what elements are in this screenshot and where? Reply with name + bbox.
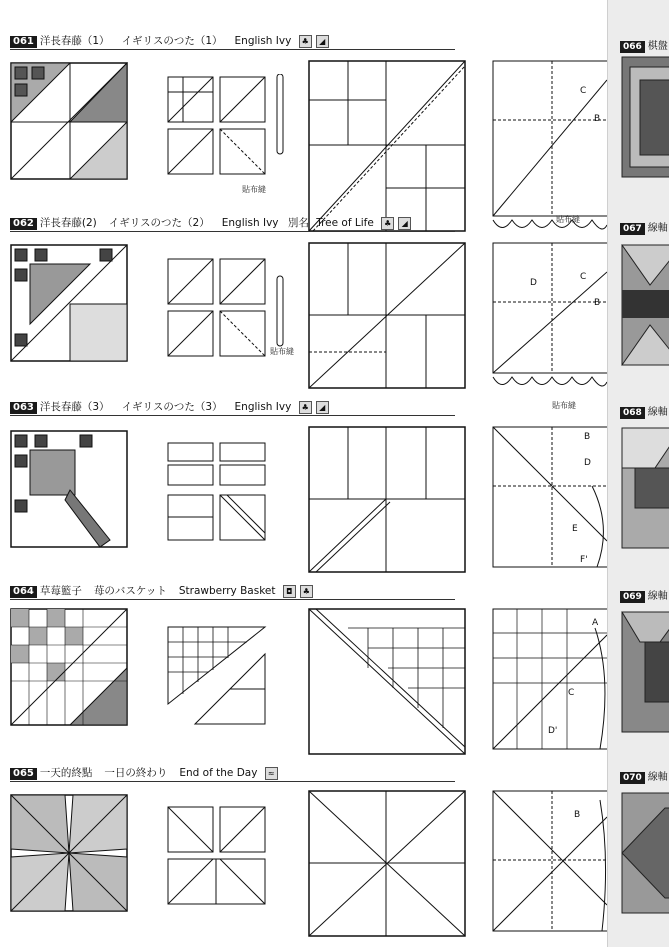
piece-letter: C [580,272,587,282]
bird-icon: ◢ [316,401,329,414]
side-num: 066 [620,41,645,53]
pattern-name-jp: イギリスのつた（2） [108,217,210,229]
pattern-name-cn: 一天的終點 [39,767,93,779]
piece-letter: D [584,458,591,468]
side-header-067 [620,219,668,235]
pattern-name-cn: 洋長春藤(2) [39,217,97,229]
side-block-069 [620,607,669,737]
sew-label: 貼布縫 [270,347,294,356]
construction-diagram [308,242,468,392]
side-num: 069 [620,591,645,603]
piece-letter: D' [548,726,558,736]
side-block-070 [620,788,669,918]
pieces-diagram [165,624,290,734]
cup-icon: ◘ [283,585,296,598]
pieces-diagram [165,74,290,184]
side-header-066 [620,37,668,53]
piece-letter: F' [580,555,588,565]
piece-letter: C [568,688,575,698]
pattern-name-en: English Ivy [234,35,292,47]
side-label: 線軸 [647,772,668,783]
pattern-name-en: English Ivy [234,401,292,413]
construction-diagram [308,60,468,234]
sew-label: 貼布縫 [552,401,576,410]
pieces-diagram [165,804,290,914]
sew-label: 貼布縫 [556,215,580,224]
side-header-068 [620,403,668,419]
block-diagram [10,608,128,726]
row-header [10,766,455,782]
block-diagram [10,430,128,548]
pattern-number: 065 [10,768,37,780]
side-label: 棋盤 [647,41,668,52]
pattern-name-en: Strawberry Basket [178,585,276,597]
side-block-067 [620,240,669,370]
construction-diagram [308,608,468,758]
side-num: 067 [620,223,645,235]
piece-letter: E [572,524,578,534]
alt-label: 別名 [287,217,309,229]
pattern-name-jp: イギリスのつた（3） [121,401,223,413]
template-diagram [492,60,607,240]
template-diagram [492,242,607,402]
side-block-068 [620,423,669,553]
side-label: 線軸 [647,407,668,418]
block-diagram [10,244,128,362]
construction-diagram [308,790,468,940]
alt-name-en: Tree of Life [316,217,374,229]
side-label: 線軸 [647,591,668,602]
block-diagram [10,794,128,912]
pattern-name-en: End of the Day [179,767,258,779]
row-header [10,584,455,600]
pattern-number: 064 [10,586,37,598]
side-block-066 [620,55,669,185]
tree-icon: ♣ [299,35,312,48]
side-num: 068 [620,407,645,419]
piece-letter: B [584,432,591,442]
side-num: 070 [620,772,645,784]
bird-icon: ◢ [316,35,329,48]
sew-label: 貼布縫 [242,185,266,194]
template-diagram [492,790,607,940]
piece-letter: D [530,278,537,288]
pattern-name-en: English Ivy [221,217,279,229]
side-header-069 [620,587,668,603]
row-header [10,216,455,232]
pattern-number: 063 [10,402,37,414]
side-label: 線軸 [647,223,668,234]
row-header [10,34,455,50]
piece-letter: B [594,298,601,308]
side-header-070 [620,768,668,784]
template-diagram [492,426,607,576]
pattern-number: 062 [10,218,37,230]
bird-icon: ◢ [398,217,411,230]
piece-letter: B [574,810,581,820]
row-header [10,400,455,416]
piece-letter: B [594,114,601,124]
pattern-name-jp: イギリスのつた（1） [121,35,223,47]
pattern-name-jp: 一日の終わり [104,767,168,779]
block-diagram [10,62,128,180]
pattern-name-jp: 苺のバスケット [93,585,167,597]
wave-icon: ≈ [265,767,278,780]
piece-letter: C [580,86,587,96]
tree-icon: ♣ [381,217,394,230]
pattern-number: 061 [10,36,37,48]
piece-letter: A [592,618,599,628]
tree-icon: ♣ [299,401,312,414]
pattern-name-cn: 草莓籃子 [39,585,82,597]
tree-icon: ♣ [300,585,313,598]
construction-diagram [308,426,468,576]
pieces-diagram [165,440,290,550]
pattern-name-cn: 洋長春藤（1） [39,35,110,47]
pattern-name-cn: 洋長春藤（3） [39,401,110,413]
